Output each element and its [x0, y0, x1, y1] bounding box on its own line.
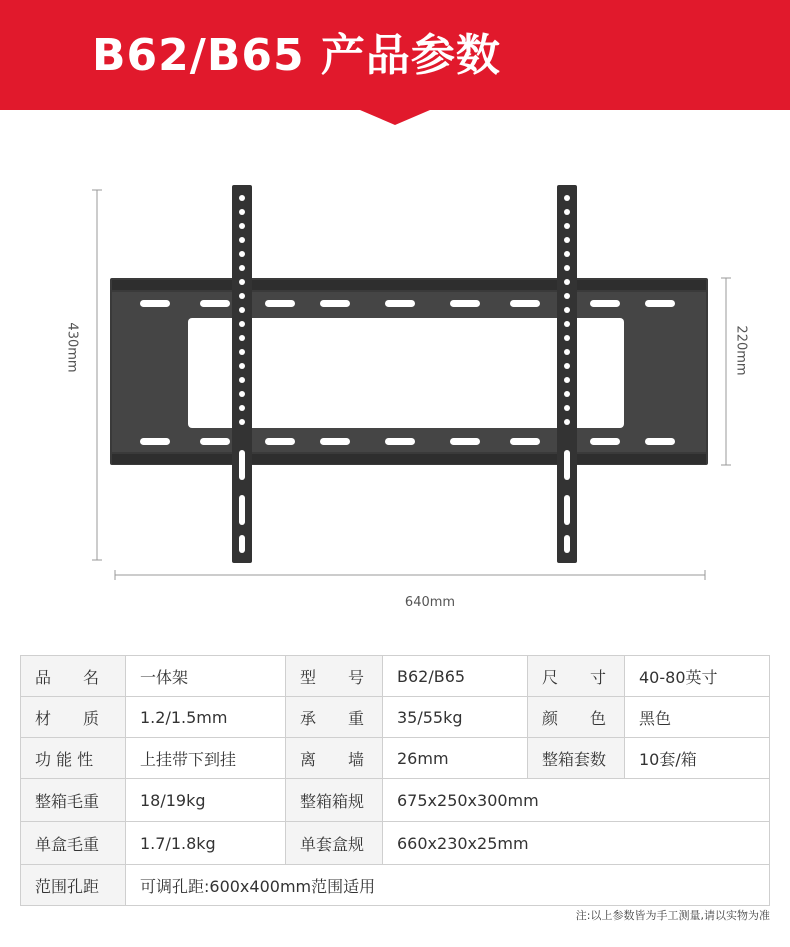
- total-height-dimension-label: 430mm: [64, 322, 80, 373]
- table-row: [21, 656, 770, 697]
- measurement-note: 注:以上参数皆为手工测量,请以实物为准: [575, 909, 770, 922]
- spec-value: 26mm: [383, 738, 528, 779]
- spec-label: 型 号: [286, 656, 383, 697]
- spec-label: 品 名: [21, 656, 126, 697]
- table-row: [21, 822, 770, 865]
- spec-value: 660x230x25mm: [383, 822, 770, 865]
- spec-label: 整箱箱规: [286, 779, 383, 822]
- page-title: B62/B65 产品参数: [92, 30, 501, 81]
- tv-mount-bracket: [0, 150, 790, 630]
- wall-plate: [110, 278, 708, 465]
- spec-value: 可调孔距:600x400mm范围适用: [126, 865, 770, 906]
- header-banner: [0, 0, 790, 125]
- table-row: [21, 738, 770, 779]
- spec-label: 材 质: [21, 697, 126, 738]
- spec-label: 整箱毛重: [21, 779, 126, 822]
- spec-value: 上挂带下到挂: [126, 738, 286, 779]
- spec-value: 1.2/1.5mm: [126, 697, 286, 738]
- table-row: [21, 865, 770, 906]
- spec-value: 675x250x300mm: [383, 779, 770, 822]
- width-dimension-label: 640mm: [404, 595, 456, 610]
- frame-height-dimension-label: 220mm: [733, 325, 749, 376]
- spec-value: 18/19kg: [126, 779, 286, 822]
- spec-label: 单盒毛重: [21, 822, 126, 865]
- spec-label: 功 能 性: [21, 738, 126, 779]
- spec-label: 整箱套数: [528, 738, 625, 779]
- spec-table: [20, 655, 770, 906]
- spec-label: 颜 色: [528, 697, 625, 738]
- spec-value: 35/55kg: [383, 697, 528, 738]
- spec-value: 一体架: [126, 656, 286, 697]
- spec-value: 40-80英寸: [625, 656, 770, 697]
- spec-label: 尺 寸: [528, 656, 625, 697]
- spec-value: 黑色: [625, 697, 770, 738]
- product-illustration: [0, 150, 790, 630]
- table-row: [21, 779, 770, 822]
- spec-label: 承 重: [286, 697, 383, 738]
- right-vertical-arm: [557, 185, 577, 563]
- spec-value: 1.7/1.8kg: [126, 822, 286, 865]
- left-vertical-arm: [232, 185, 252, 563]
- table-row: [21, 697, 770, 738]
- spec-label: 离 墙: [286, 738, 383, 779]
- spec-label: 单套盒规: [286, 822, 383, 865]
- spec-value: B62/B65: [383, 656, 528, 697]
- spec-value: 10套/箱: [625, 738, 770, 779]
- spec-label: 范围孔距: [21, 865, 126, 906]
